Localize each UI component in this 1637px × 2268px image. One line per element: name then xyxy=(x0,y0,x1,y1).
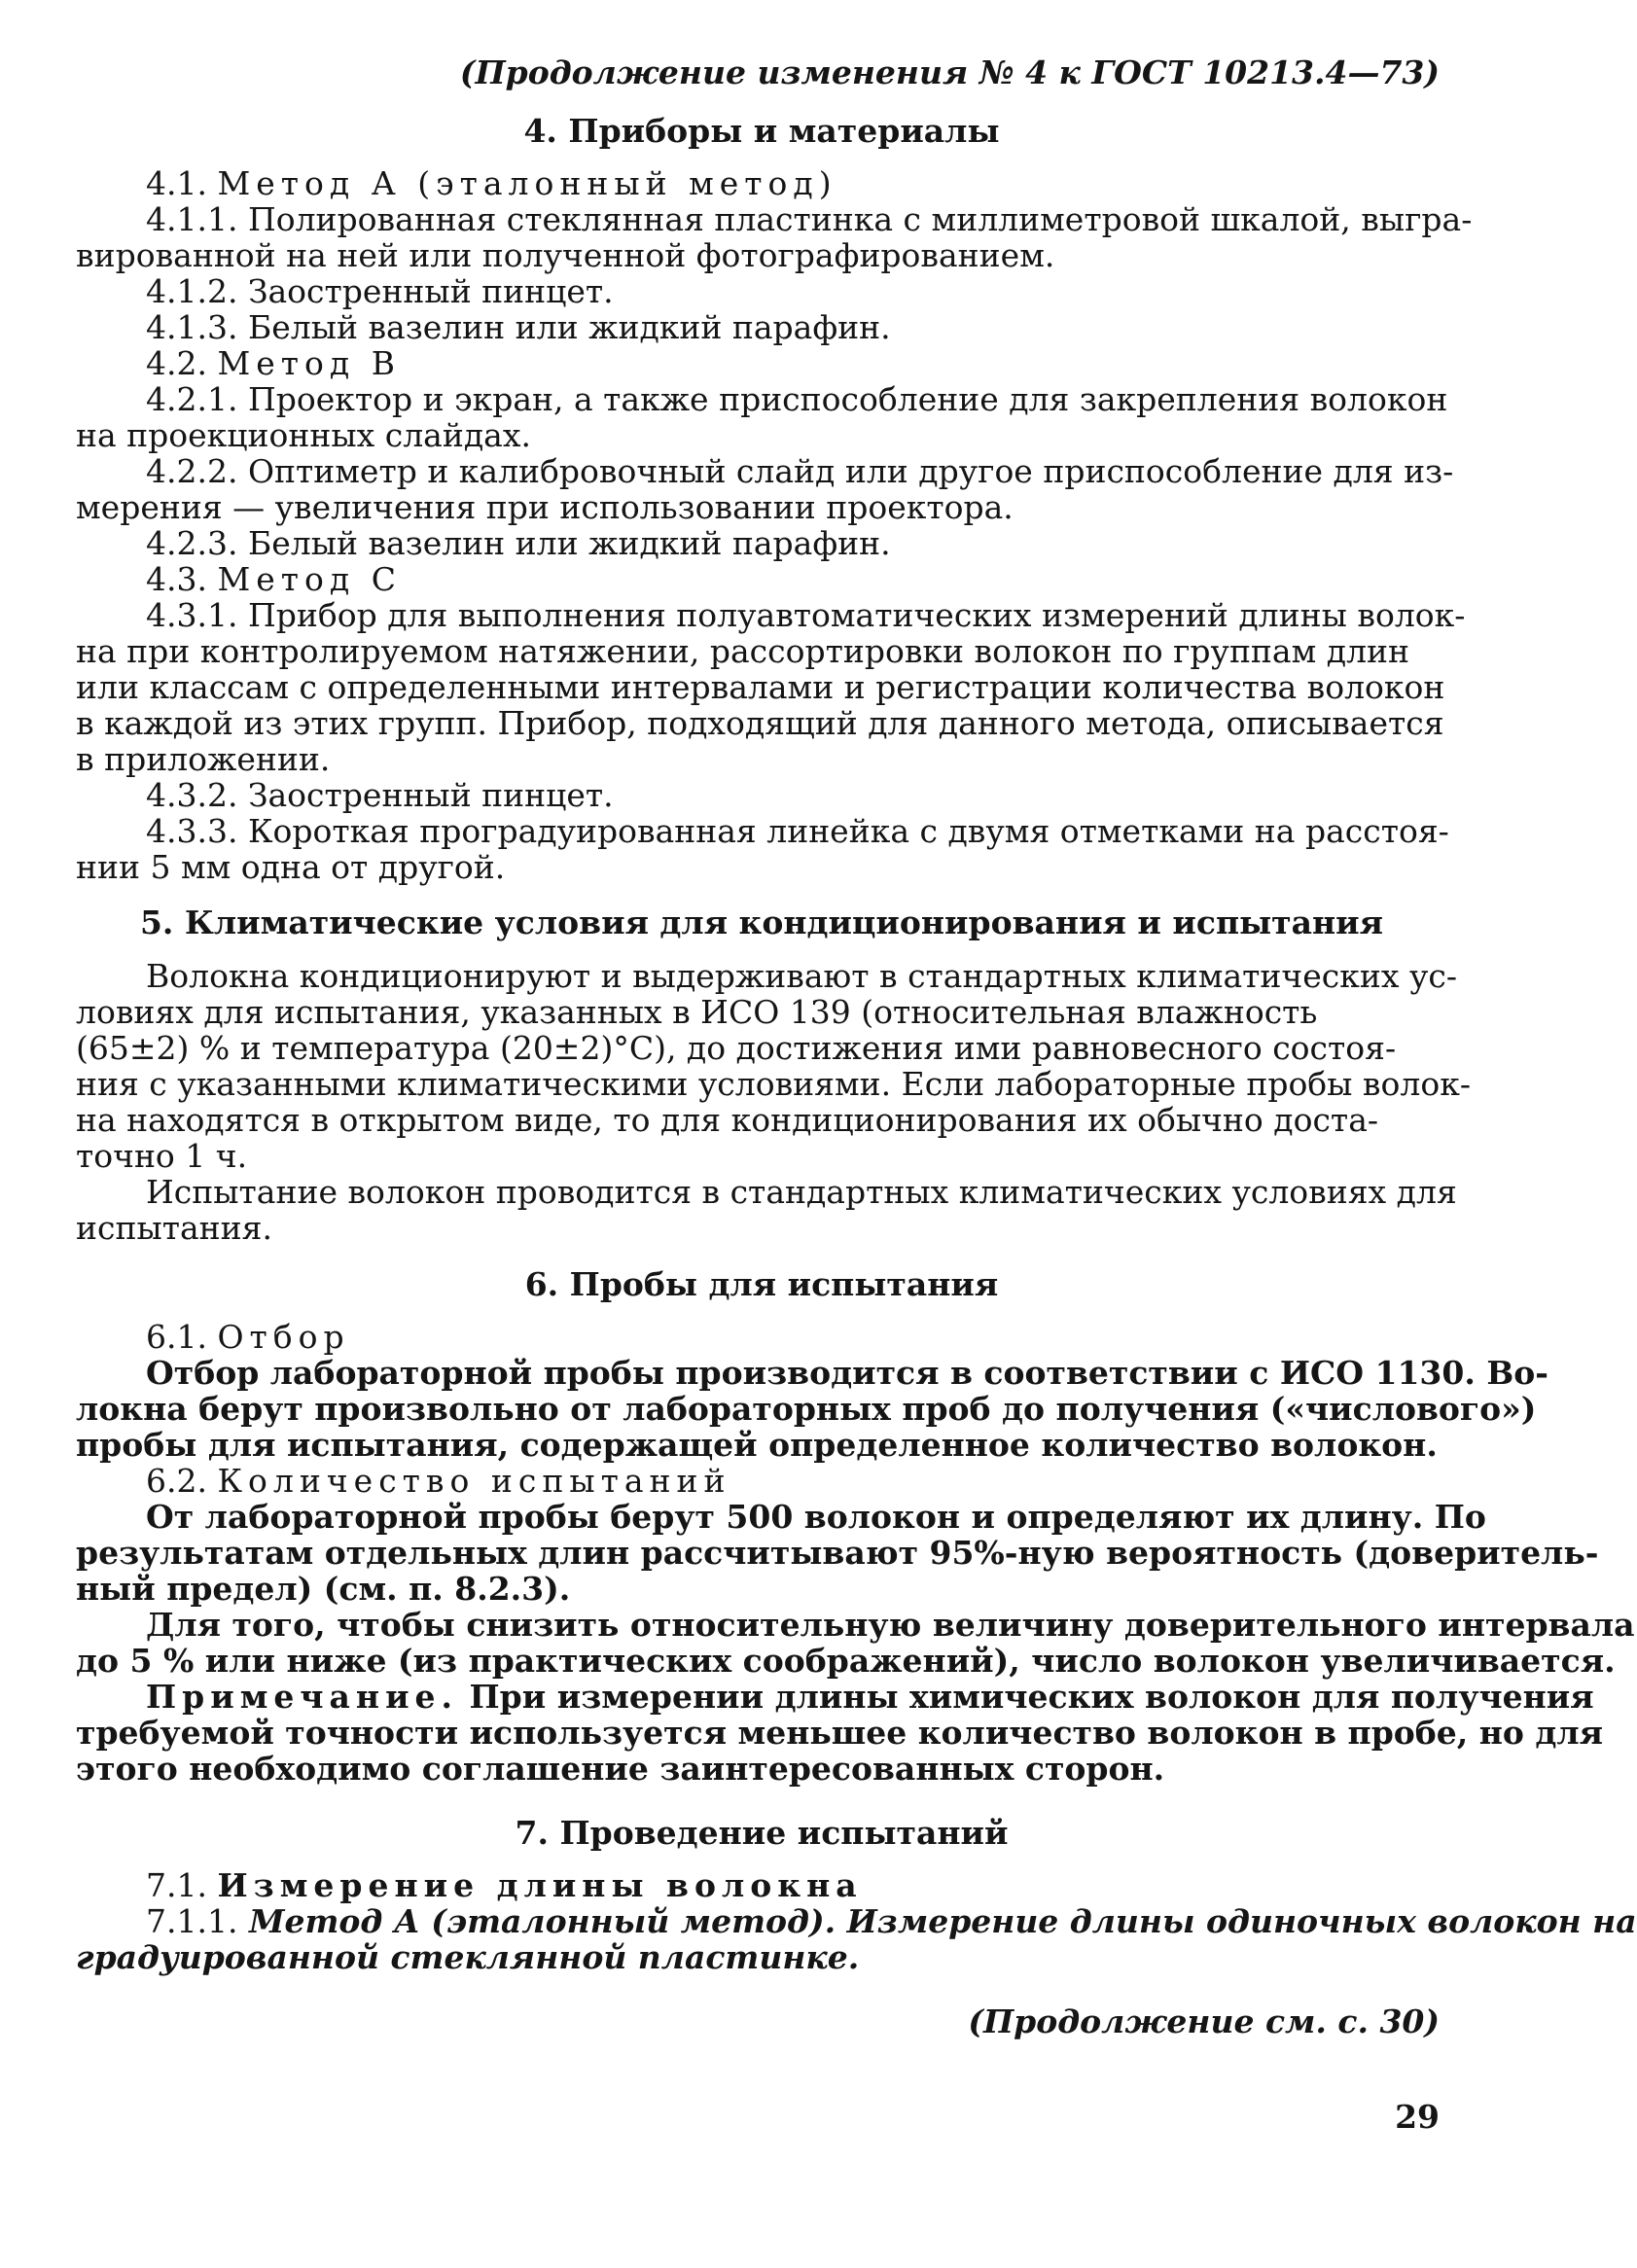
section-5-para-1-line-2: ловиях для испытания, указанных в ИСО 139 (относительная влажность xyxy=(76,993,1318,1031)
para-4-3-2: 4.3.2. Заостренный пинцет. xyxy=(146,776,614,814)
para-4-3-1-line-5: в приложении. xyxy=(76,740,331,778)
page-header: (Продолжение изменения № 4 к ГОСТ 10213.4—73) xyxy=(459,53,1440,91)
para-7-1-1-line-1 xyxy=(146,1902,1637,1940)
note-text-1: При измерении длины химических волокон для получения xyxy=(458,1678,1594,1716)
continuation-note: (Продолжение см. с. 30) xyxy=(968,2002,1440,2040)
para-4-1-1-line-2: вированной на ней или полученной фотографированием. xyxy=(76,236,1055,274)
para-4-2-2-line-2: мерения — увеличения при использовании проектора. xyxy=(76,488,1014,526)
method-b-number: 4.2. xyxy=(146,344,207,382)
section-6-heading: 6. Пробы для испытания xyxy=(524,1265,999,1303)
para-4-3-1-line-2: на при контролируемом натяжении, рассортировки волокон по группам длин xyxy=(76,632,1410,670)
section-5-para-2-line-2: испытания. xyxy=(76,1209,272,1247)
para-4-2-3: 4.2.3. Белый вазелин или жидкий парафин. xyxy=(146,524,891,562)
note-label: Примечание. xyxy=(146,1678,459,1716)
para-7-1-1-text: Метод А (эталонный метод). Измерение длины одиночных волокон на xyxy=(237,1902,1637,1940)
para-4-1-2: 4.1.2. Заостренный пинцет. xyxy=(146,272,614,310)
para-4-3-3-line-2: нии 5 мм одна от другой. xyxy=(76,848,506,886)
para-6-2-line-2: результатам отдельных длин рассчитывают 95%-ную вероятность (доверитель- xyxy=(76,1534,1599,1572)
method-b-heading xyxy=(146,345,1440,382)
para-4-3-1-line-1: 4.3.1. Прибор для выполнения полуавтоматических измерений длины волок- xyxy=(146,596,1466,634)
subsection-6-2-number: 6.2. xyxy=(146,1462,207,1500)
para-4-1-3: 4.1.3. Белый вазелин или жидкий парафин. xyxy=(146,308,891,346)
note-line-2: требуемой точности используется меньшее количество волокон в пробе, но для xyxy=(76,1714,1604,1752)
subsection-6-1-title: Отбор xyxy=(217,1318,350,1356)
section-5-para-1-line-4: ния с указанными климатическими условиями. Если лабораторные пробы волок- xyxy=(76,1065,1471,1103)
subsection-6-2-title: Количество испытаний xyxy=(217,1462,731,1500)
section-5-para-1-line-3: (65±2) % и температура (20±2)°С), до достижения ими равновесного состоя- xyxy=(76,1029,1397,1067)
method-c-number: 4.3. xyxy=(146,560,207,598)
subsection-7-1-heading xyxy=(146,1867,1440,1904)
subsection-7-1-number: 7.1. xyxy=(146,1866,207,1904)
section-5-para-1-line-1: Волокна кондиционируют и выдерживают в стандартных климатических ус- xyxy=(146,957,1457,995)
para-4-3-1-line-4: в каждой из этих групп. Прибор, подходящий для данного метода, описывается xyxy=(76,704,1444,742)
para-4-2-1-line-2: на проекционных слайдах. xyxy=(76,416,531,454)
subsection-6-2-heading xyxy=(146,1463,1440,1500)
method-b-title: Метод В xyxy=(217,344,401,382)
para-6-1-line-1: Отбор лабораторной пробы производится в соответствии с ИСО 1130. Во- xyxy=(146,1354,1548,1392)
para-6-2-second-line-2: до 5 % или ниже (из практических соображений), число волокон увеличивается. xyxy=(76,1642,1616,1680)
page-number: 29 xyxy=(1395,2098,1440,2136)
para-6-1-line-3: пробы для испытания, содержащей определенное количество волокон. xyxy=(76,1426,1438,1464)
note-line-3: этого необходимо соглашение заинтересованных сторон. xyxy=(76,1750,1165,1788)
para-4-2-1-line-1: 4.2.1. Проектор и экран, а также приспособление для закрепления волокон xyxy=(146,380,1448,418)
section-5-para-2-line-1: Испытание волокон проводится в стандартных климатических условиях для xyxy=(146,1173,1457,1211)
section-5-para-1-line-6: точно 1 ч. xyxy=(76,1137,248,1175)
method-a-number: 4.1. xyxy=(146,164,207,202)
method-a-heading xyxy=(146,165,1440,202)
para-4-3-3-line-1: 4.3.3. Короткая проградуированная линейка с двумя отметками на расстоя- xyxy=(146,812,1449,850)
subsection-7-1-title: Измерение длины волокна xyxy=(217,1866,863,1904)
para-6-1-line-2: локна берут произвольно от лабораторных проб до получения («числового») xyxy=(76,1390,1537,1428)
subsection-6-1-number: 6.1. xyxy=(146,1318,207,1356)
para-7-1-1-line-2: градуированной стеклянной пластинке. xyxy=(76,1938,860,1976)
para-7-1-1-number: 7.1.1. xyxy=(146,1902,238,1940)
para-4-3-1-line-3: или классам с определенными интервалами и регистрации количества волокон xyxy=(76,668,1445,706)
para-4-1-1-line-1: 4.1.1. Полированная стеклянная пластинка с миллиметровой шкалой, выгра- xyxy=(146,200,1473,238)
method-c-heading xyxy=(146,561,1440,598)
section-7-heading: 7. Проведение испытаний xyxy=(515,1814,1009,1852)
para-6-2-line-3: ный предел) (см. п. 8.2.3). xyxy=(76,1570,571,1608)
method-c-title: Метод С xyxy=(217,560,402,598)
para-6-2-second-line-1: Для того, чтобы снизить относительную величину доверительного интервала xyxy=(146,1606,1635,1644)
subsection-6-1-heading xyxy=(146,1319,1440,1356)
section-4-heading: 4. Приборы и материалы xyxy=(523,112,1000,150)
method-a-title: Метод А (эталонный метод) xyxy=(217,164,837,202)
note-line-1 xyxy=(146,1678,1594,1716)
para-4-2-2-line-1: 4.2.2. Оптиметр и калибровочный слайд или другое приспособление для из- xyxy=(146,452,1454,490)
para-6-2-line-1: От лабораторной пробы берут 500 волокон и определяют их длину. По xyxy=(146,1498,1486,1536)
section-5-heading: 5. Климатические условия для кондиционирования и испытания xyxy=(139,904,1384,941)
section-5-para-1-line-5: на находятся в открытом виде, то для кондиционирования их обычно доста- xyxy=(76,1101,1379,1139)
